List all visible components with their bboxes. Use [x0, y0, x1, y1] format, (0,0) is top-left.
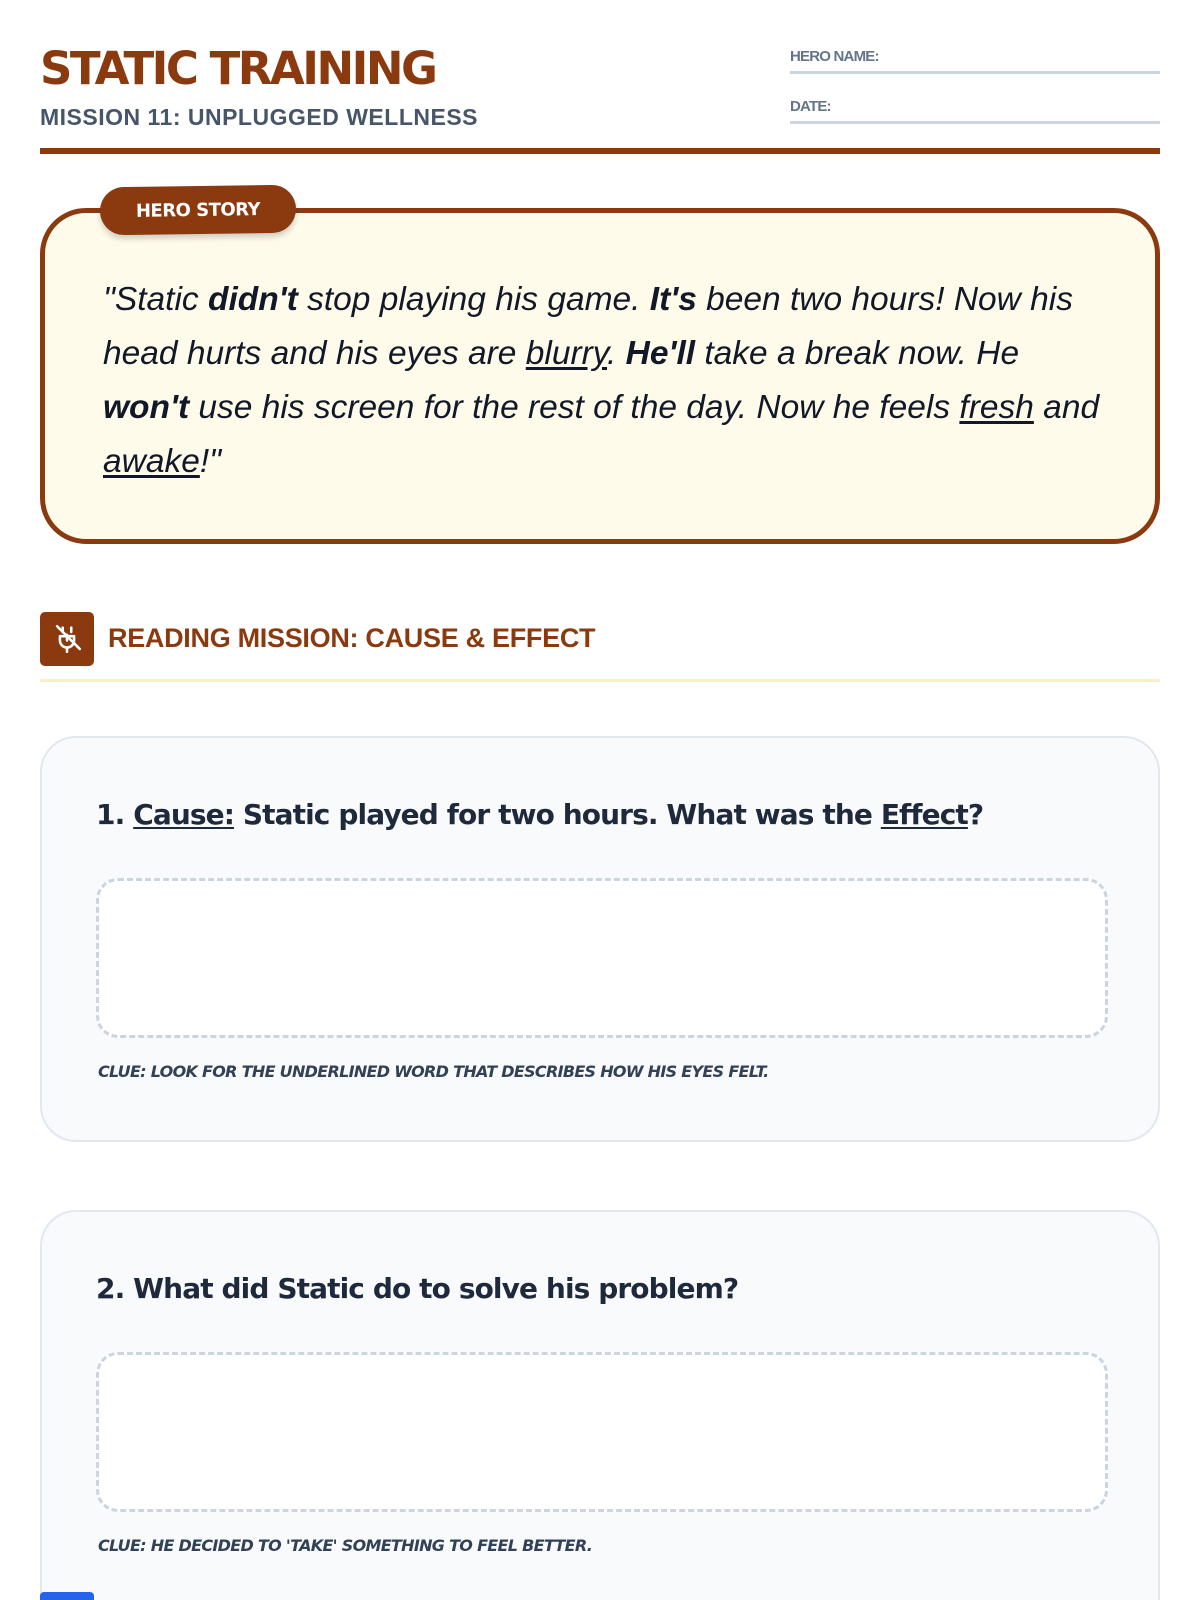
question-2-text: [96, 1272, 738, 1305]
clue-1: CLUE: LOOK FOR THE UNDERLINED WORD THAT DESCRIBES HOW HIS EYES FELT.: [98, 1062, 769, 1081]
section-title: READING MISSION: CAUSE & EFFECT: [108, 623, 596, 653]
question-number: 2.: [96, 1272, 125, 1305]
page-subtitle: MISSION 11: UNPLUGGED WELLNESS: [40, 104, 478, 130]
cause-label: Cause:: [133, 798, 235, 831]
story-segment: .: [607, 335, 626, 372]
answer-box-2[interactable]: [96, 1352, 1108, 1512]
story-key-word: awake: [103, 443, 200, 480]
worksheet-header: [40, 40, 1160, 154]
story-contraction: didn't: [207, 281, 298, 318]
story-segment: "Static: [103, 281, 208, 318]
story-contraction: He'll: [625, 335, 696, 372]
page-title: STATIC TRAINING: [40, 42, 436, 95]
hero-story-box: [40, 208, 1160, 544]
question-card-1: [40, 736, 1160, 1142]
clue-2: CLUE: HE DECIDED TO 'TAKE' SOMETHING TO FEEL BETTER.: [98, 1536, 593, 1555]
question-1-text: [96, 798, 983, 831]
question-text: Static played for two hours. What was the: [234, 798, 881, 831]
unplug-icon: [40, 612, 94, 666]
story-segment: been two hours! Now his head hurts and his eyes are: [103, 281, 1073, 372]
question-number: 1.: [96, 798, 125, 831]
hero-name-label: HERO NAME:: [790, 48, 879, 65]
story-segment: take a break now. He: [695, 335, 1020, 372]
question-card-2: [40, 1210, 1160, 1600]
hero-name-field[interactable]: [790, 40, 1160, 74]
story-segment: stop playing his game.: [297, 281, 650, 318]
story-segment: and: [1033, 389, 1100, 426]
story-contraction: won't: [103, 389, 190, 426]
date-field[interactable]: [790, 90, 1160, 124]
story-segment: use his screen for the rest of the day. Now he feels: [189, 389, 960, 426]
story-segment: !": [199, 443, 222, 480]
story-key-word: blurry: [525, 335, 608, 372]
question-text: ?: [967, 798, 984, 831]
story-contraction: It's: [649, 281, 697, 318]
reading-mission-heading: [40, 612, 1160, 682]
effect-label: Effect: [880, 798, 968, 831]
question-text: What did Static do to solve his problem?: [124, 1272, 739, 1305]
story-key-word: fresh: [959, 389, 1034, 426]
answer-box-1[interactable]: [96, 878, 1108, 1038]
date-label: DATE:: [790, 98, 831, 115]
story-text: [103, 273, 1113, 489]
hero-story-tag: HERO STORY: [100, 185, 297, 236]
next-section-icon: [40, 1592, 94, 1600]
